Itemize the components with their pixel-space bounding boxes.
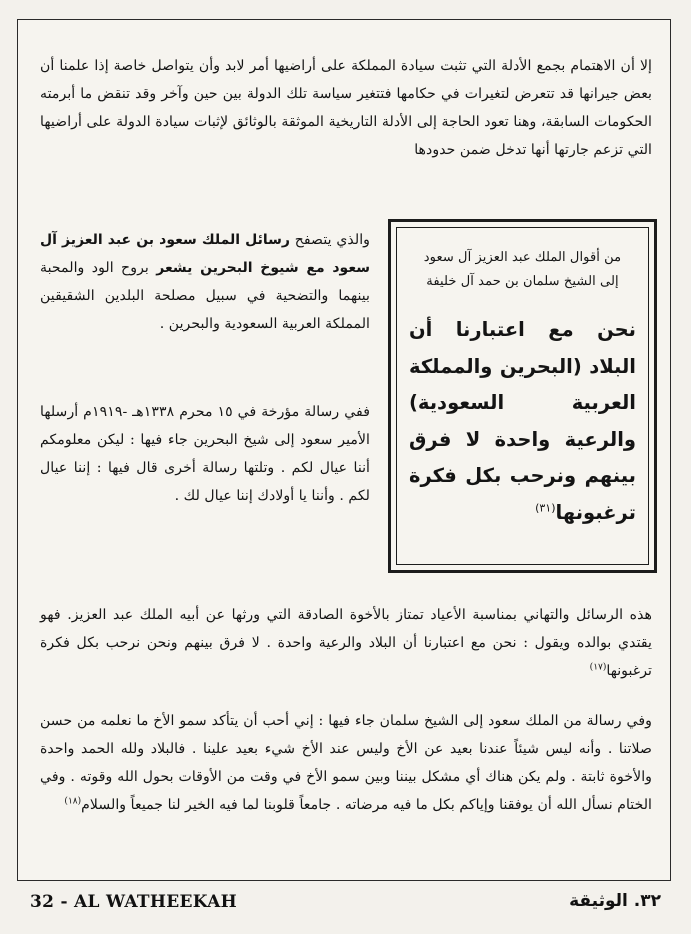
paragraph-dated-letter: ففي رسالة مؤرخة في ١٥ محرم ١٣٣٨هـ -١٩١٩م أرسلها الأمير سعود إلى شيخ البحرين جاء فيها : ليكن معلومكم أننا عيال لكم . وتلتها رسالة أخرى قال فيها : إننا عيال لكم . وأننا يا أولادك إننا عيال لك . [40,404,370,504]
quote-footnote-ref: (٣١) [535,501,556,514]
paragraph-salman-letter-text: وفي رسالة من الملك سعود إلى الشيخ سلمان جاء فيها : إني أحب أن يتأكد سمو الأخ ما نعلمه من حسن صلاتنا . وأنه ليس شيئاً عندنا بعيد عن الأخ وليس عند الأخ شيء بعيد علينا . فالبلاد ولله الحمد واحدة والأخوة ثابتة . ولم يكن هناك أي مشكل بيننا وبين سمو الأخ في وقت من الأوقات بحول الله وقوته . وفي الختام نسأل الله أن يوفقنا وإياكم بكل ما فيه مرضاته . جامعاً قلوبنا لما فيه الخير لنا جميعاً والسلام [40,713,652,813]
quote-box-inner [396,227,649,565]
quote-heading [409,246,636,294]
paragraph-letters-rest: بروح الود والمحبة بينهما والتضحية في سبيل مصلحة البلدين الشقيقين المملكة العربية السعودية والبحرين . [40,260,370,332]
footer-page-number-arabic: ٣٢. الوثيقة [569,891,661,911]
quote-body-text: نحن مع اعتبارنا أن البلاد (البحرين والمملكة العربية السعودية) والرعية واحدة لا فرق بينهم ونرحب بكل فكرة ترغبونها [409,318,636,524]
footer-page-number-latin: 32 - AL WATHEEKAH [30,892,237,912]
paragraph-letters-intro: والذي يتصفح [290,232,370,248]
quote-heading-line1: من أقوال الملك عبد العزيز آل سعود [423,250,622,265]
paragraph-letters-emphasis: رسائل الملك سعود بن عبد العزيز آل سعود مع شيوخ البحرين يشعر [40,232,371,276]
quote-box [388,219,657,573]
paragraph-intro: إلا أن الاهتمام بجمع الأدلة التي تثبت سيادة المملكة على أراضيها أمر لابد وأن يتواصل خاصة إذا علمنا أن بعض جيرانها قد تتعرض لتغيرات في حكامها فتتغير سياسة تلك الدولة بين حين وآخر وقد تنقض ما أبرمته الحكومات السابقة، وهنا تعود الحاجة إلى الأدلة التاريخية الموثقة بالوثائق لإثبات سيادة الدولة على أراضيها التي تزعم جارتها أنها تدخل ضمن حدودها [40,58,652,158]
footnote-ref-18: (١٨) [64,796,82,807]
footnote-ref-17: (١٧) [589,662,607,673]
paragraph-salman-letter [40,707,652,819]
quote-body [409,312,636,531]
paragraph-letters [40,226,370,338]
paragraph-greetings-text: هذه الرسائل والتهاني بمناسبة الأعياد تمتاز بالأخوة الصادقة التي ورثها عن أبيه الملك عبد العزيز. فهو يقتدي بوالده ويقول : نحن مع اعتبارنا أن البلاد والرعية واحدة . لا فرق بينهم ونحن نرحب بكل فكرة ترغبونها [40,607,652,679]
quote-heading-line2: إلى الشيخ سلمان بن حمد آل خليفة [426,274,619,289]
paragraph-greetings [40,601,652,685]
